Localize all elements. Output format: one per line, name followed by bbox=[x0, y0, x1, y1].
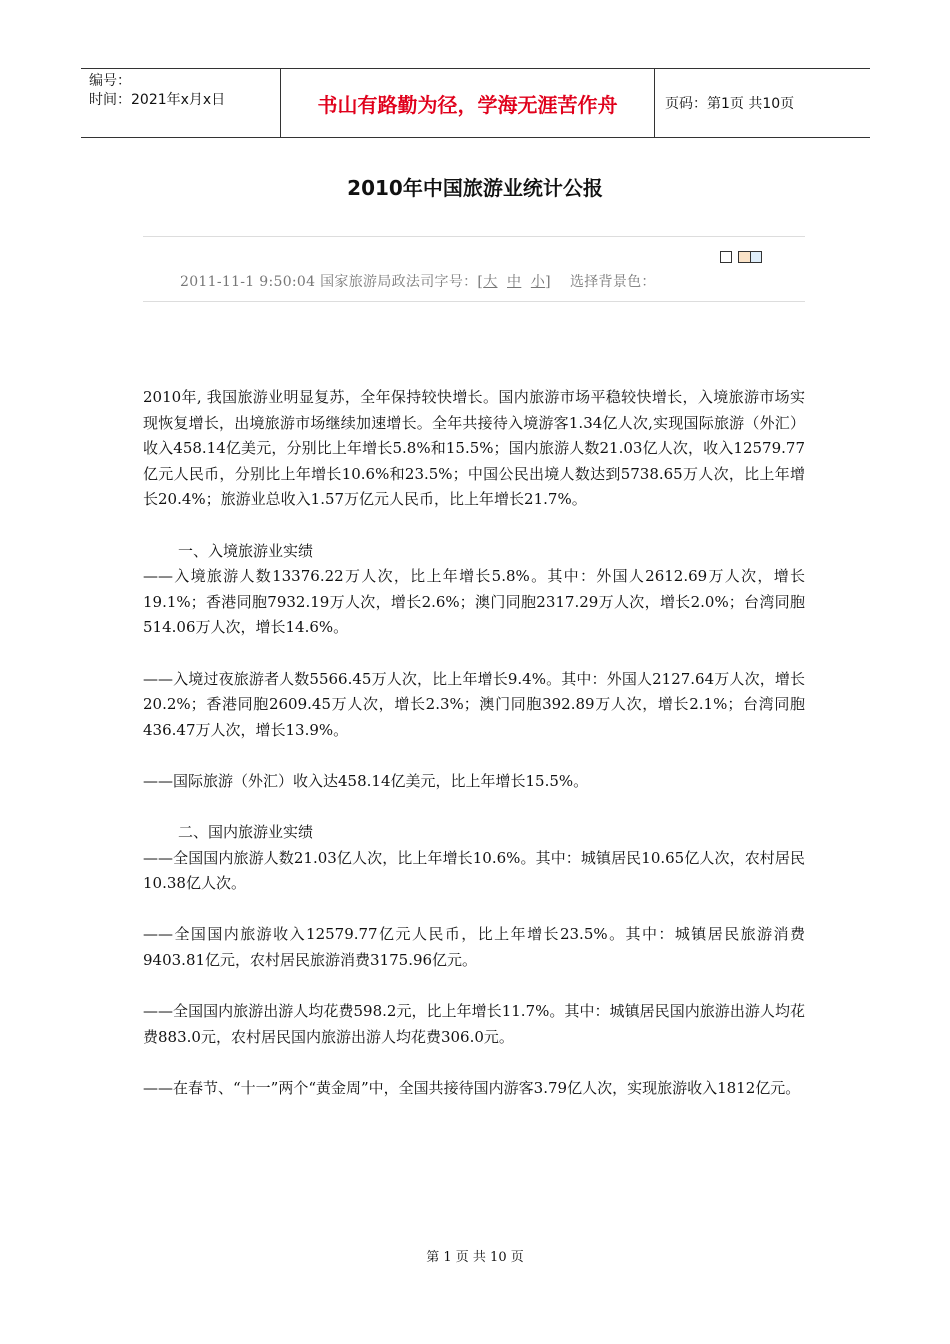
font-size-small-link[interactable]: 小 bbox=[530, 274, 546, 290]
article-body bbox=[143, 385, 805, 1102]
bracket-close: ] bbox=[545, 274, 551, 290]
inbound-visitors-paragraph: ——入境旅游人数13376.22万人次，比上年增长5.8%。其中：外国人2612.69万人次，增长19.1%；香港同胞7932.19万人次，增长2.6%；澳门同胞2317.29万人次，增长2.0%；台湾同胞514.06万人次，增长14.6%。 bbox=[143, 567, 805, 637]
divider-bottom bbox=[143, 301, 805, 302]
time-label: 时间：2021年x月x日 bbox=[89, 92, 226, 108]
article-datetime: 2011-11-1 9:50:04 bbox=[180, 274, 316, 290]
divider-top bbox=[143, 236, 805, 237]
header-info-cell bbox=[81, 69, 281, 137]
bg-color-label: 选择背景色： bbox=[569, 274, 656, 290]
article-meta bbox=[180, 271, 656, 291]
section-heading-inbound: 一、入境旅游业实绩 bbox=[178, 541, 314, 560]
bg-swatch-white[interactable] bbox=[720, 251, 732, 263]
forex-income-paragraph: ——国际旅游（外汇）收入达458.14亿美元，比上年增长15.5%。 bbox=[143, 771, 589, 790]
per-capita-spending-paragraph: ——全国国内旅游出游人均花费598.2元，比上年增长11.7%。其中：城镇居民国内旅游出游人均花费883.0元，农村居民国内旅游出游人均花费306.0元。 bbox=[143, 1002, 805, 1046]
bg-swatch-blue[interactable] bbox=[750, 251, 762, 263]
page-footer: 第 1 页 共 10 页 bbox=[426, 1250, 524, 1265]
page-title: 2010年中国旅游业统计公报 bbox=[347, 176, 603, 200]
bg-swatch-peach[interactable] bbox=[738, 251, 750, 263]
domestic-income-paragraph: ——全国国内旅游收入12579.77亿元人民币，比上年增长23.5%。其中：城镇居民旅游消费9403.81亿元，农村居民旅游消费3175.96亿元。 bbox=[143, 925, 805, 970]
intro-paragraph: 2010年, 我国旅游业明显复苏，全年保持较快增长。国内旅游市场平稳较快增长，入境旅游市场实现恢复增长，出境旅游市场继续加速增长。全年共接待入境游客1.34亿人次,实现国际旅游（外汇）收入458.14亿美元，分别比上年增长5.8%和15.5%；国内旅游人数21.03亿人次，收入12579.77亿元人民币，分别比上年增长10.6%和23.5%；中国公民出境人数达到5738.65万人次，比上年增长20.4%；旅游业总收入1.57万亿元人民币，比上年增长21.7%。 bbox=[143, 388, 805, 509]
motto: 书山有路勤为径，学海无涯苦作舟 bbox=[281, 69, 655, 137]
font-size-medium-link[interactable]: 中 bbox=[507, 274, 522, 290]
font-size-label: 字号：[ bbox=[434, 274, 484, 290]
font-size-large-link[interactable]: 大 bbox=[483, 274, 498, 290]
document-header bbox=[81, 68, 870, 138]
domestic-visitors-paragraph: ——全国国内旅游人数21.03亿人次，比上年增长10.6%。其中：城镇居民10.65亿人次，农村居民10.38亿人次。 bbox=[143, 848, 805, 893]
page-code: 页码：第1页 共10页 bbox=[665, 96, 795, 112]
article-source: 国家旅游局政法司 bbox=[320, 274, 435, 290]
section-heading-domestic: 二、国内旅游业实绩 bbox=[178, 823, 314, 842]
golden-week-paragraph: ——在春节、“十一”两个“黄金周”中，全国共接待国内游客3.79亿人次，实现旅游收入1812亿元。 bbox=[143, 1079, 801, 1098]
background-color-picker bbox=[720, 251, 762, 263]
inbound-overnight-paragraph: ——入境过夜旅游者人数5566.45万人次，比上年增长9.4%。其中：外国人2127.64万人次，增长20.2%；香港同胞2609.45万人次，增长2.3%；澳门同胞392.89万人次，增长2.1%；台湾同胞436.47万人次，增长13.9%。 bbox=[143, 669, 805, 739]
number-label: 编号： bbox=[89, 73, 131, 89]
